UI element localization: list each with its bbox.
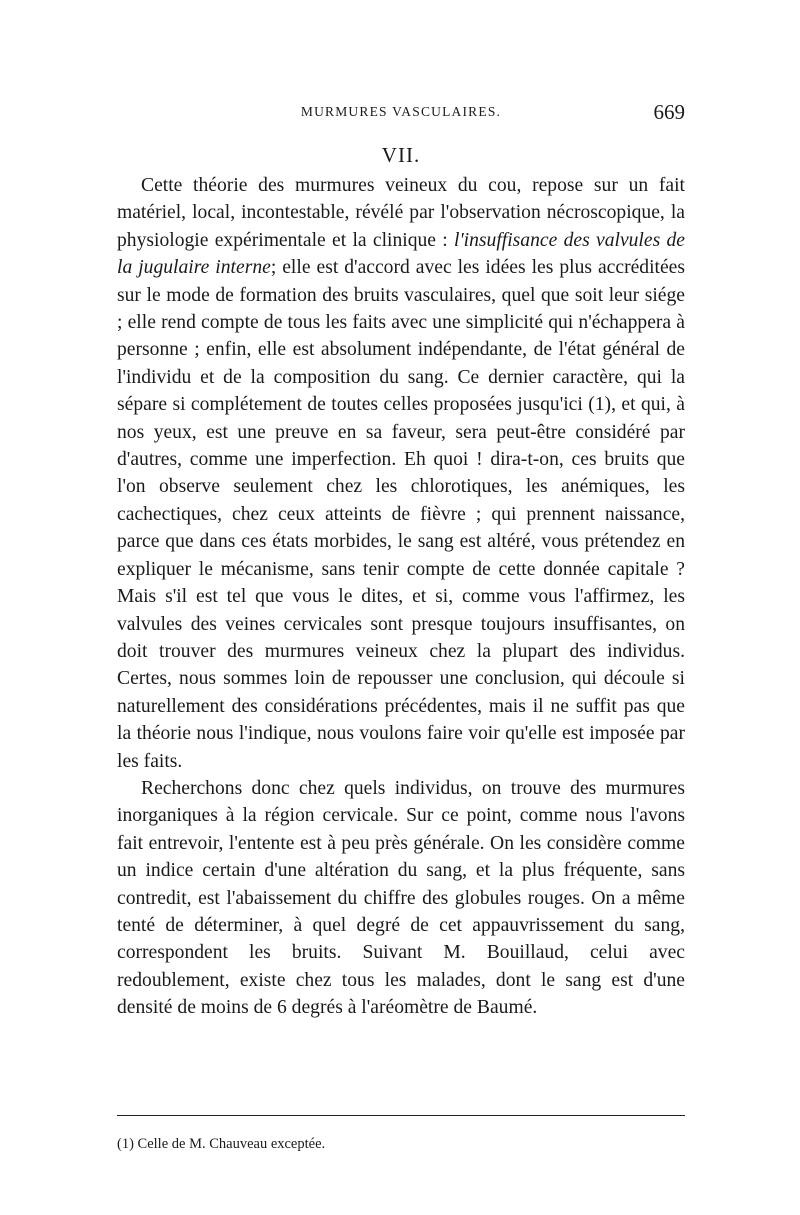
body-text: [117, 172, 685, 1022]
footnote: (1) Celle de M. Chauveau exceptée.: [117, 1136, 326, 1152]
section-heading: VII.: [381, 143, 421, 167]
paragraph-1: [117, 172, 685, 775]
paragraph-2: Recherchons donc chez quels individus, on trouve des murmures inorganiques à la région cervicale. Sur ce point, comme nous l'avons fait entrevoir, l'entente est à peu près générale. On les considère comme un indice certain d'une altération du sang, et la plus fréquente, sans contredit, est l'abaissement du chiffre des globules rouges. On a même tenté de déterminer, à quel degré de cet appauvrissement du sang, correspondent les bruits. Suivant M. Bouillaud, celui avec redoublement, existe chez tous les malades, dont le sang est d'une densité de moins de 6 degrés à l'aréomètre de Baumé.: [117, 777, 685, 1019]
running-title: MURMURES VASCULAIRES.: [300, 104, 502, 119]
paragraph-1-text-end: ; elle est d'accord avec les idées les plus accréditées sur le mode de formation des bruits vasculaires, quel que soit leur siége ; elle rend compte de tous les faits avec une simplicité qui n'échappera à personne ; enfin, elle est absolument indépendante, de l'état général de l'individu et de la composition du sang. Ce dernier caractère, qui la sépare si complétement de toutes celles proposées jusqu'ici (1), et qui, à nos yeux, est une preuve en sa faveur, sera peut-être considéré par d'autres, comme une imperfection. Eh quoi ! dira-t-on, ces bruits que l'on observe seulement chez les chlorotiques, les anémiques, les cachectiques, chez ceux atteints de fièvre ; qui prennent naissance, parce que dans ces états morbides, le sang est altéré, vous prétendez en expliquer le mécanisme, sans tenir compte de cette donnée capitale ? Mais s'il est tel que vous le dites, et si, comme vous l'affirmez, les valvules des veines cervicales sont presque toujours insuffisantes, on doit trouver des murmures veineux chez la plupart des individus. Certes, nous sommes loin de repousser une conclusion, qui découle si naturellement des considérations précédentes, mais il ne suffit pas que la théorie nous l'indique, nous voulons faire voir qu'elle est imposée par les faits.: [117, 257, 685, 772]
footnote-rule: [117, 1115, 685, 1116]
running-head: [117, 100, 685, 130]
paragraph-1-text-start: Cette théorie des murmures veineux du cou, repose sur un fait matériel, local, incontestable, révélé par l'observation nécroscopique, la physiologie expérimentale et la clinique :: [117, 175, 685, 251]
page-number: 669: [653, 100, 685, 124]
paragraph-1-italic-phrase: l'insuffisance des valvules de la jugulaire interne: [117, 229, 685, 279]
